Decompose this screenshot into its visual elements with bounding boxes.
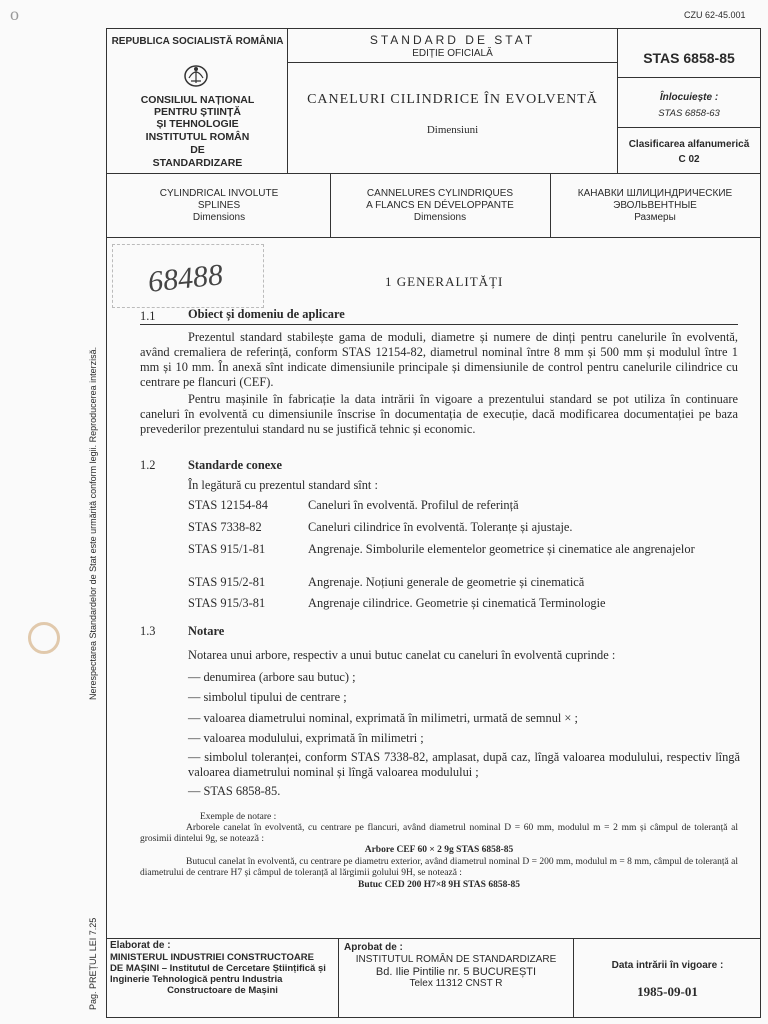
udc-code: CZU 62-45.001	[684, 10, 746, 20]
replaces-label: Înlocuiește :	[659, 92, 719, 103]
binding-hole-mark	[28, 622, 60, 654]
document-page: CZU 62-45.001 o Nerespectarea Standardelor de Stat este urmărită conform legii. Reproducerea interzisă. Pag. PREȚUL LEI 7.25 REPUBLICA SOCIALISTĂ ROMÂNIA CONSILIUL NAȚIONAL PENTRU ȘTIINȚĂ ȘI TEHNOLOGIE INSTITUTUL ROMÂN DE STANDARDIZARE STANDARD DE STAT EDIȚIE OFICIALĂ CANELURI CILINDRICE ÎN EVOLVENTĂ Dimensiuni STAS 6858-85 Înlocuiește : STAS 6858-63 Clasificarea alfanumerică C 02 CYLINDRICAL INVOLUTE SPLINES Dimensions CANNELURES CYLINDRIQUES A FLANCS EN DÉVELOPPANTE Dimensions КАНАВКИ ШЛИЦИНДРИЧЕСКИЕ ЭВОЛЬВЕНТНЫЕ Размеры 68488 1 GENERALITĂȚI 1.1 Obiect și domeniu de aplicare Prezentul standard stabilește gama de moduli, diametre și numere de dinți pentru canelurile în evolventă, având cremaliera de referință, conform STAS 12154-82, diametrul nominal între 8 mm și 500 mm și modulul între 1 mm și 10 mm. În anexă sînt indicate dimensiunile principale și dimensiunile de control pentru canelurile cilindrice cu centrare pe flancuri (CEF). Pentru mașinile în fabricație la data intrării în vigoare a prezentului standard se pot utiliza în continuare caneluri în evolventă cu dimensiunile înscrise în documentația de execuție, dacă modificarea documentației pe baza prevederilor prezentului standard nu se justifică tehnic și economic. 1.2 Standarde conexe În legătură cu prezentul standard sînt : STAS 12154-84 Caneluri în evolventă. Profilul de referință STAS 7338-82 Caneluri cilindrice în evolventă. Toleranțe și ajustaje. STAS 915/1-81 Angrenaje. Simbolurile elementelor geometrice și cinematice ale angrenajelor STAS 915/2-81 Angrenaje. Noțiuni generale de geometrie și cinematică STAS 915/3-81 Angrenaje cilindrice. Geometrie și cinematică Terminologie 1.3 Notare Notarea unui arbore, respectiv a unui butuc canelat cu caneluri în evolventă cuprinde : — denumirea (arbore sau butuc) ; — simbolul tipului de centrare ; — valoarea diametrului nominal, exprimată în milimetri, urmată de semnul × ; — valoarea modulului, exprimată în milimetri ; — simbolul toleranței, conform STAS 7338-82, amplasat, după caz, lîngă valoarea modulului, respectiv lîngă valoarea diametrului nominal și lîngă valoarea modulului ; — STAS 6858-85. Exemple de notare : Arborele canelat în evolventă, cu centrare pe flancuri, având diametrul nominal D = 60 mm, modulul m = 2 mm și câmpul de toleranță al grosimii dintelui 9g, se notează : Arbore CEF 60 × 2 9g STAS 6858-85 Butucul canelat în evolventă, cu centrare pe diametru exterior, având diametrul nominal D = 200 mm, modulul m = 8 mm, câmpul de toleranță al diametrului de centrare H7 și câmpul de toleranță al lărgimii golului 9H, se notează : Butuc CED 200 H7×8 9H STAS 6858-85 Elaborat de : MINISTERUL INDUSTRIEI CONSTRUCTOARE DE MAȘINI – Institutul de Cercetare Științifică și Inginerie Tehnologică pentru Industria Constructoare de Mașini Aprobat de : INSTITUTUL ROMÂN DE STANDARDIZARE Bd. Ilie Pintilie nr. 5 BUCUREȘTI Telex 11312 CNST R Data intrării în vigoare : 1985-09-01	[0, 0, 768, 1024]
example-2-text: Butucul canelat în evolventă, cu centrare pe diametru exterior, având diametrul nominal D = 200 mm, modulul m = 8 mm, câmpul de toleranță al diametrului de centrare H7 și câmpul de toleranță al lărgimii golului 9H, se notează :	[140, 857, 738, 878]
corner-mark: o	[10, 4, 19, 24]
paragraph-scope: Prezentul standard stabilește gama de moduli, diametre și numere de dinți pentru canelurile în evolventă, având cremaliera de referință, conform STAS 12154-82, diametrul nominal între 8 mm și 500 mm și modulul între 1 mm și 10 mm. În anexă sînt indicate dimensiunile principale și dimensiunile de control pentru canelurile cilindrice cu centrare pe flancuri (CEF).	[140, 330, 738, 389]
section-1-3-title: Notare	[188, 624, 225, 638]
notation-intro: Notarea unui arbore, respectiv a unui butuc canelat cu caneluri în evolventă cuprinde :	[188, 648, 616, 662]
example-2-notation: Butuc CED 200 H7×8 9H STAS 6858-85	[357, 880, 520, 890]
document-title: CANELURI CILINDRICE ÎN EVOLVENTĂ	[307, 92, 598, 107]
council-name: CONSILIUL NAȚIONAL PENTRU ȘTIINȚĂ ȘI TEHNOLOGIE	[140, 94, 255, 130]
example-1-notation: Arbore CEF 60 × 2 9g STAS 6858-85	[364, 845, 514, 855]
list-item: — denumirea (arbore sau butuc) ;	[188, 670, 356, 684]
examples-label: Exemple de notare :	[200, 812, 277, 822]
list-item: — STAS 6858-85.	[188, 784, 281, 798]
list-item: — simbolul toleranței, conform STAS 7338-82, amplasat, după caz, lîngă valoarea modulului, respectiv lîngă valoarea diametrului nominal și lîngă valoarea modulului ;	[188, 750, 740, 779]
classification-value: C 02	[678, 154, 700, 165]
effective-date-label: Data intrării în vigoare :	[611, 960, 724, 971]
country-name: REPUBLICA SOCIALISTĂ ROMÂNIA	[111, 36, 284, 47]
institute-name: INSTITUTUL ROMÂN DE STANDARDIZARE	[145, 131, 250, 169]
section-1-1-number: 1.1	[140, 309, 156, 323]
aprobat-body: INSTITUTUL ROMÂN DE STANDARDIZARE Bd. Ilie Pintilie nr. 5 BUCUREȘTI Telex 11312 CNST R	[355, 954, 557, 989]
elaborat-body: MINISTERUL INDUSTRIEI CONSTRUCTOARE DE MAȘINI – Institutul de Cercetare Științifică și Inginerie Tehnologică pentru Industria Constructoare de Mașini	[110, 952, 326, 996]
classification-label: Clasificarea alfanumerică	[628, 139, 750, 150]
document-subtitle: Dimensiuni	[426, 124, 479, 136]
title-english: CYLINDRICAL INVOLUTE SPLINES Dimensions	[159, 188, 279, 223]
stamp-number: 68488	[146, 258, 225, 299]
standard-label: STANDARD DE STAT	[369, 33, 536, 47]
side-price-text: Pag. PREȚUL LEI 7.25	[88, 917, 98, 1010]
example-1-text: Arborele canelat în evolventă, cu centrare pe flancuri, având diametrul nominal D = 60 mm, modulul m = 2 mm și câmpul de toleranță al grosimii dintelui 9g, se notează :	[140, 823, 738, 844]
aprobat-label: Aprobat de :	[344, 942, 403, 953]
list-item: — simbolul tipului de centrare ;	[188, 690, 347, 704]
stas-number: STAS 6858-85	[643, 50, 735, 66]
coat-of-arms-icon	[183, 64, 209, 88]
list-item: — valoarea diametrului nominal, exprimată în milimetri, urmată de semnul × ;	[188, 711, 578, 725]
side-legal-text: Nerespectarea Standardelor de Stat este urmărită conform legii. Reproducerea interzisă.	[88, 346, 98, 700]
elaborat-label: Elaborat de :	[110, 940, 171, 951]
section-1-3-number: 1.3	[140, 624, 156, 638]
paragraph-transition: Pentru mașinile în fabricație la data intrării în vigoare a prezentului standard se pot utiliza în continuare caneluri în evolventă cu dimensiunile înscrise în documentația de execuție, dacă modificarea documentației pe baza prevederilor prezentului standard nu se justifică tehnic și economic.	[140, 392, 738, 436]
related-standards-intro: În legătură cu prezentul standard sînt :	[188, 478, 378, 492]
edition-label: EDIȚIE OFICIALĂ	[412, 48, 493, 59]
section-1-2-title: Standarde conexe	[188, 458, 282, 472]
section-heading: 1 GENERALITĂȚI	[385, 274, 504, 289]
effective-date-value: 1985-09-01	[637, 984, 698, 999]
list-item: — valoarea modulului, exprimată în milimetri ;	[188, 731, 424, 745]
title-french: CANNELURES CYLINDRIQUES A FLANCS EN DÉVELOPPANTE Dimensions	[366, 188, 514, 223]
section-1-1-title: Obiect și domeniu de aplicare	[188, 307, 345, 321]
section-1-2-number: 1.2	[140, 458, 156, 472]
replaces-value: STAS 6858-63	[658, 108, 720, 119]
title-russian: КАНАВКИ ШЛИЦИНДРИЧЕСКИЕ ЭВОЛЬВЕНТНЫЕ Размеры	[577, 188, 733, 223]
